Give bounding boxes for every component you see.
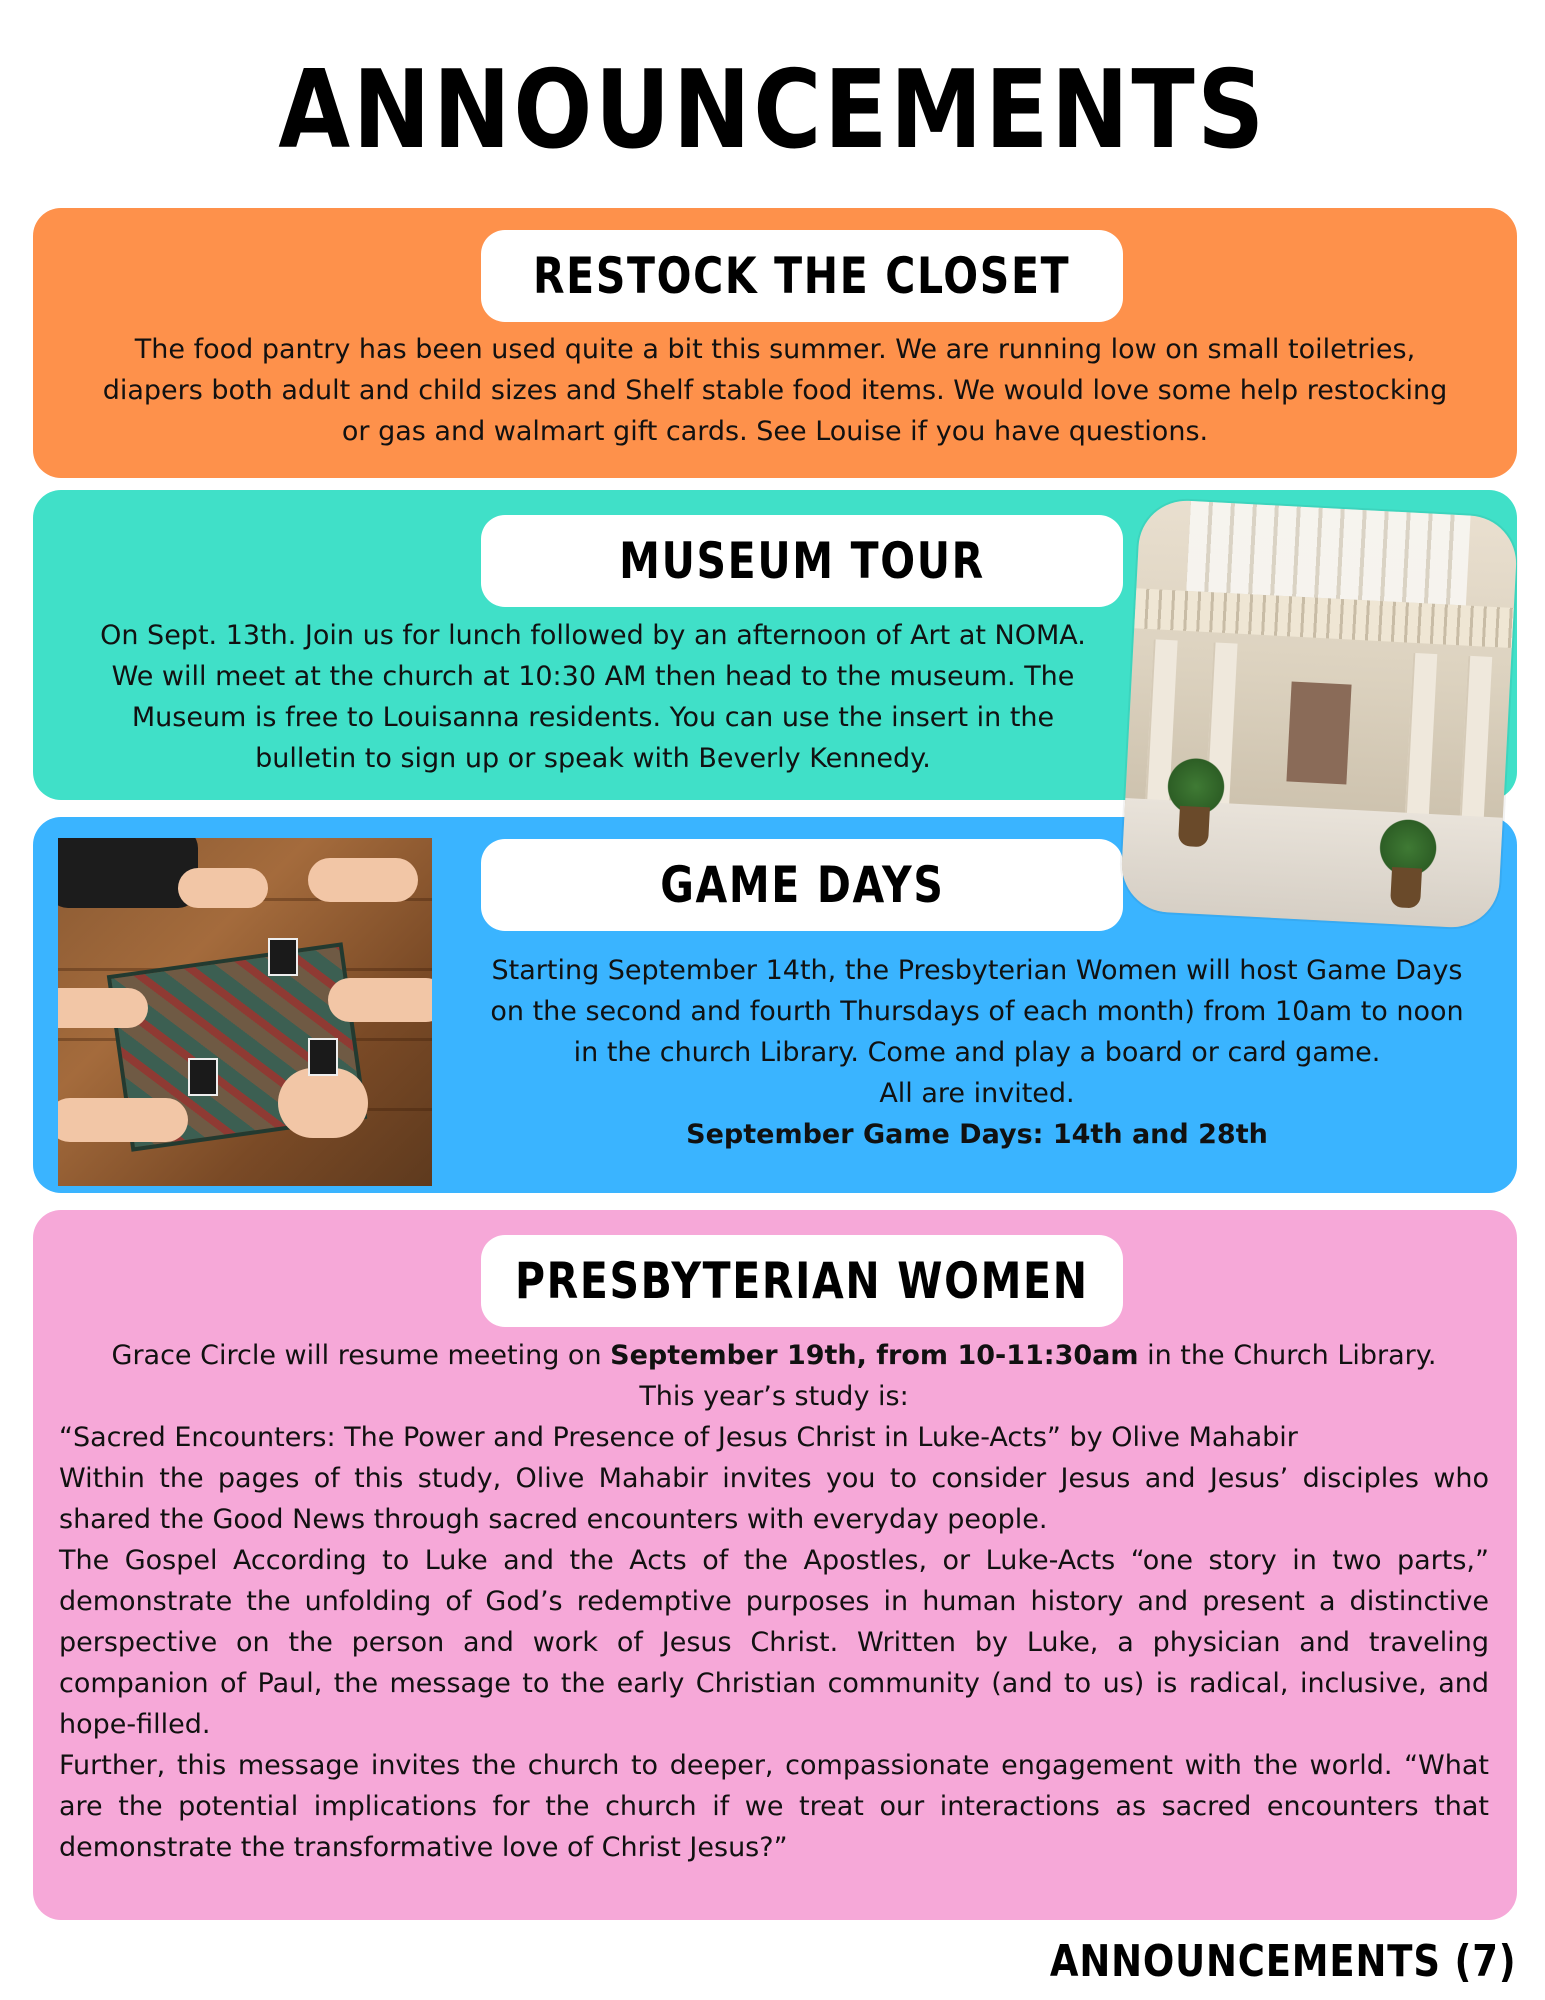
museum-line: Museum is free to Louisanna residents. You can use the insert in the — [131, 702, 1055, 733]
presbyterian-women-section — [33, 1210, 1517, 1920]
game-heading-pill — [481, 839, 1123, 931]
game-body — [445, 950, 1509, 1155]
pw-paragraph: Within the pages of this study, Olive Mahabir invites you to consider Jesus and Jesus’ disciples who shared the Good News through sacred encounters with everyday people. — [59, 1463, 1489, 1535]
museum-line: We will meet at the church at 10:30 AM then head to the museum. The — [111, 661, 1075, 692]
game-line: in the church Library. Come and play a board or card game. — [573, 1037, 1381, 1068]
restock-heading-pill — [481, 230, 1123, 322]
game-line: on the second and fourth Thursdays of each month) from 10am to noon — [490, 996, 1464, 1027]
museum-heading: MUSEUM TOUR — [619, 532, 985, 590]
pw-heading-pill — [481, 1235, 1123, 1327]
page-title: ANNOUNCEMENTS — [278, 48, 1267, 173]
restock-heading: RESTOCK THE CLOSET — [533, 247, 1071, 305]
pw-meeting-date: September 19th, from 10-11:30am — [610, 1340, 1139, 1371]
pw-study-label: This year’s study is: — [639, 1381, 909, 1412]
museum-line: On Sept. 13th. Join us for lunch followed by an afternoon of Art at NOMA. — [100, 620, 1086, 651]
board-game-photo — [58, 838, 432, 1186]
game-heading: GAME DAYS — [659, 856, 945, 914]
pw-intro-location: in the Church Library. — [1138, 1340, 1437, 1371]
museum-body — [63, 615, 1123, 779]
game-line: All are invited. — [879, 1078, 1075, 1109]
pw-intro-text: Grace Circle will resume meeting on — [111, 1340, 611, 1371]
restock-section — [33, 208, 1517, 478]
museum-line: bulletin to sign up or speak with Beverly Kennedy. — [255, 743, 931, 774]
museum-interior-photo — [1119, 498, 1518, 929]
pw-intro — [59, 1335, 1489, 1376]
restock-body — [47, 329, 1503, 452]
pw-body — [59, 1335, 1489, 1868]
pw-heading: PRESBYTERIAN WOMEN — [515, 1252, 1089, 1310]
page-footer: ANNOUNCEMENTS (7) — [1050, 1936, 1517, 1987]
pw-study-title: “Sacred Encounters: The Power and Presence of Jesus Christ in Luke-Acts” by Olive Mahabir — [59, 1422, 1298, 1453]
restock-line: or gas and walmart gift cards. See Louise if you have questions. — [341, 416, 1209, 447]
pw-paragraph: Further, this message invites the church to deeper, compassionate engagement with the world. “What are the potential implications for the church if we treat our interactions as sacred encounters that demonstrate the transformative love of Christ Jesus?” — [59, 1750, 1489, 1863]
restock-line: diapers both adult and child sizes and Shelf stable food items. We would love some help restocking — [102, 375, 1448, 406]
game-line: Starting September 14th, the Presbyterian Women will host Game Days — [491, 955, 1463, 986]
restock-line: The food pantry has been used quite a bit this summer. We are running low on small toiletries, — [134, 334, 1416, 365]
museum-heading-pill — [481, 515, 1123, 607]
pw-paragraph: The Gospel According to Luke and the Acts of the Apostles, or Luke-Acts “one story in two parts,” demonstrate the unfolding of God’s redemptive purposes in human history and present a distinctive perspective on the person and work of Jesus Christ. Written by Luke, a physician and traveling companion of Paul, the message to the early Christian community (and to us) is radical, inclusive, and hope-filled. — [59, 1545, 1489, 1740]
game-dates-line: September Game Days: 14th and 28th — [686, 1119, 1268, 1150]
